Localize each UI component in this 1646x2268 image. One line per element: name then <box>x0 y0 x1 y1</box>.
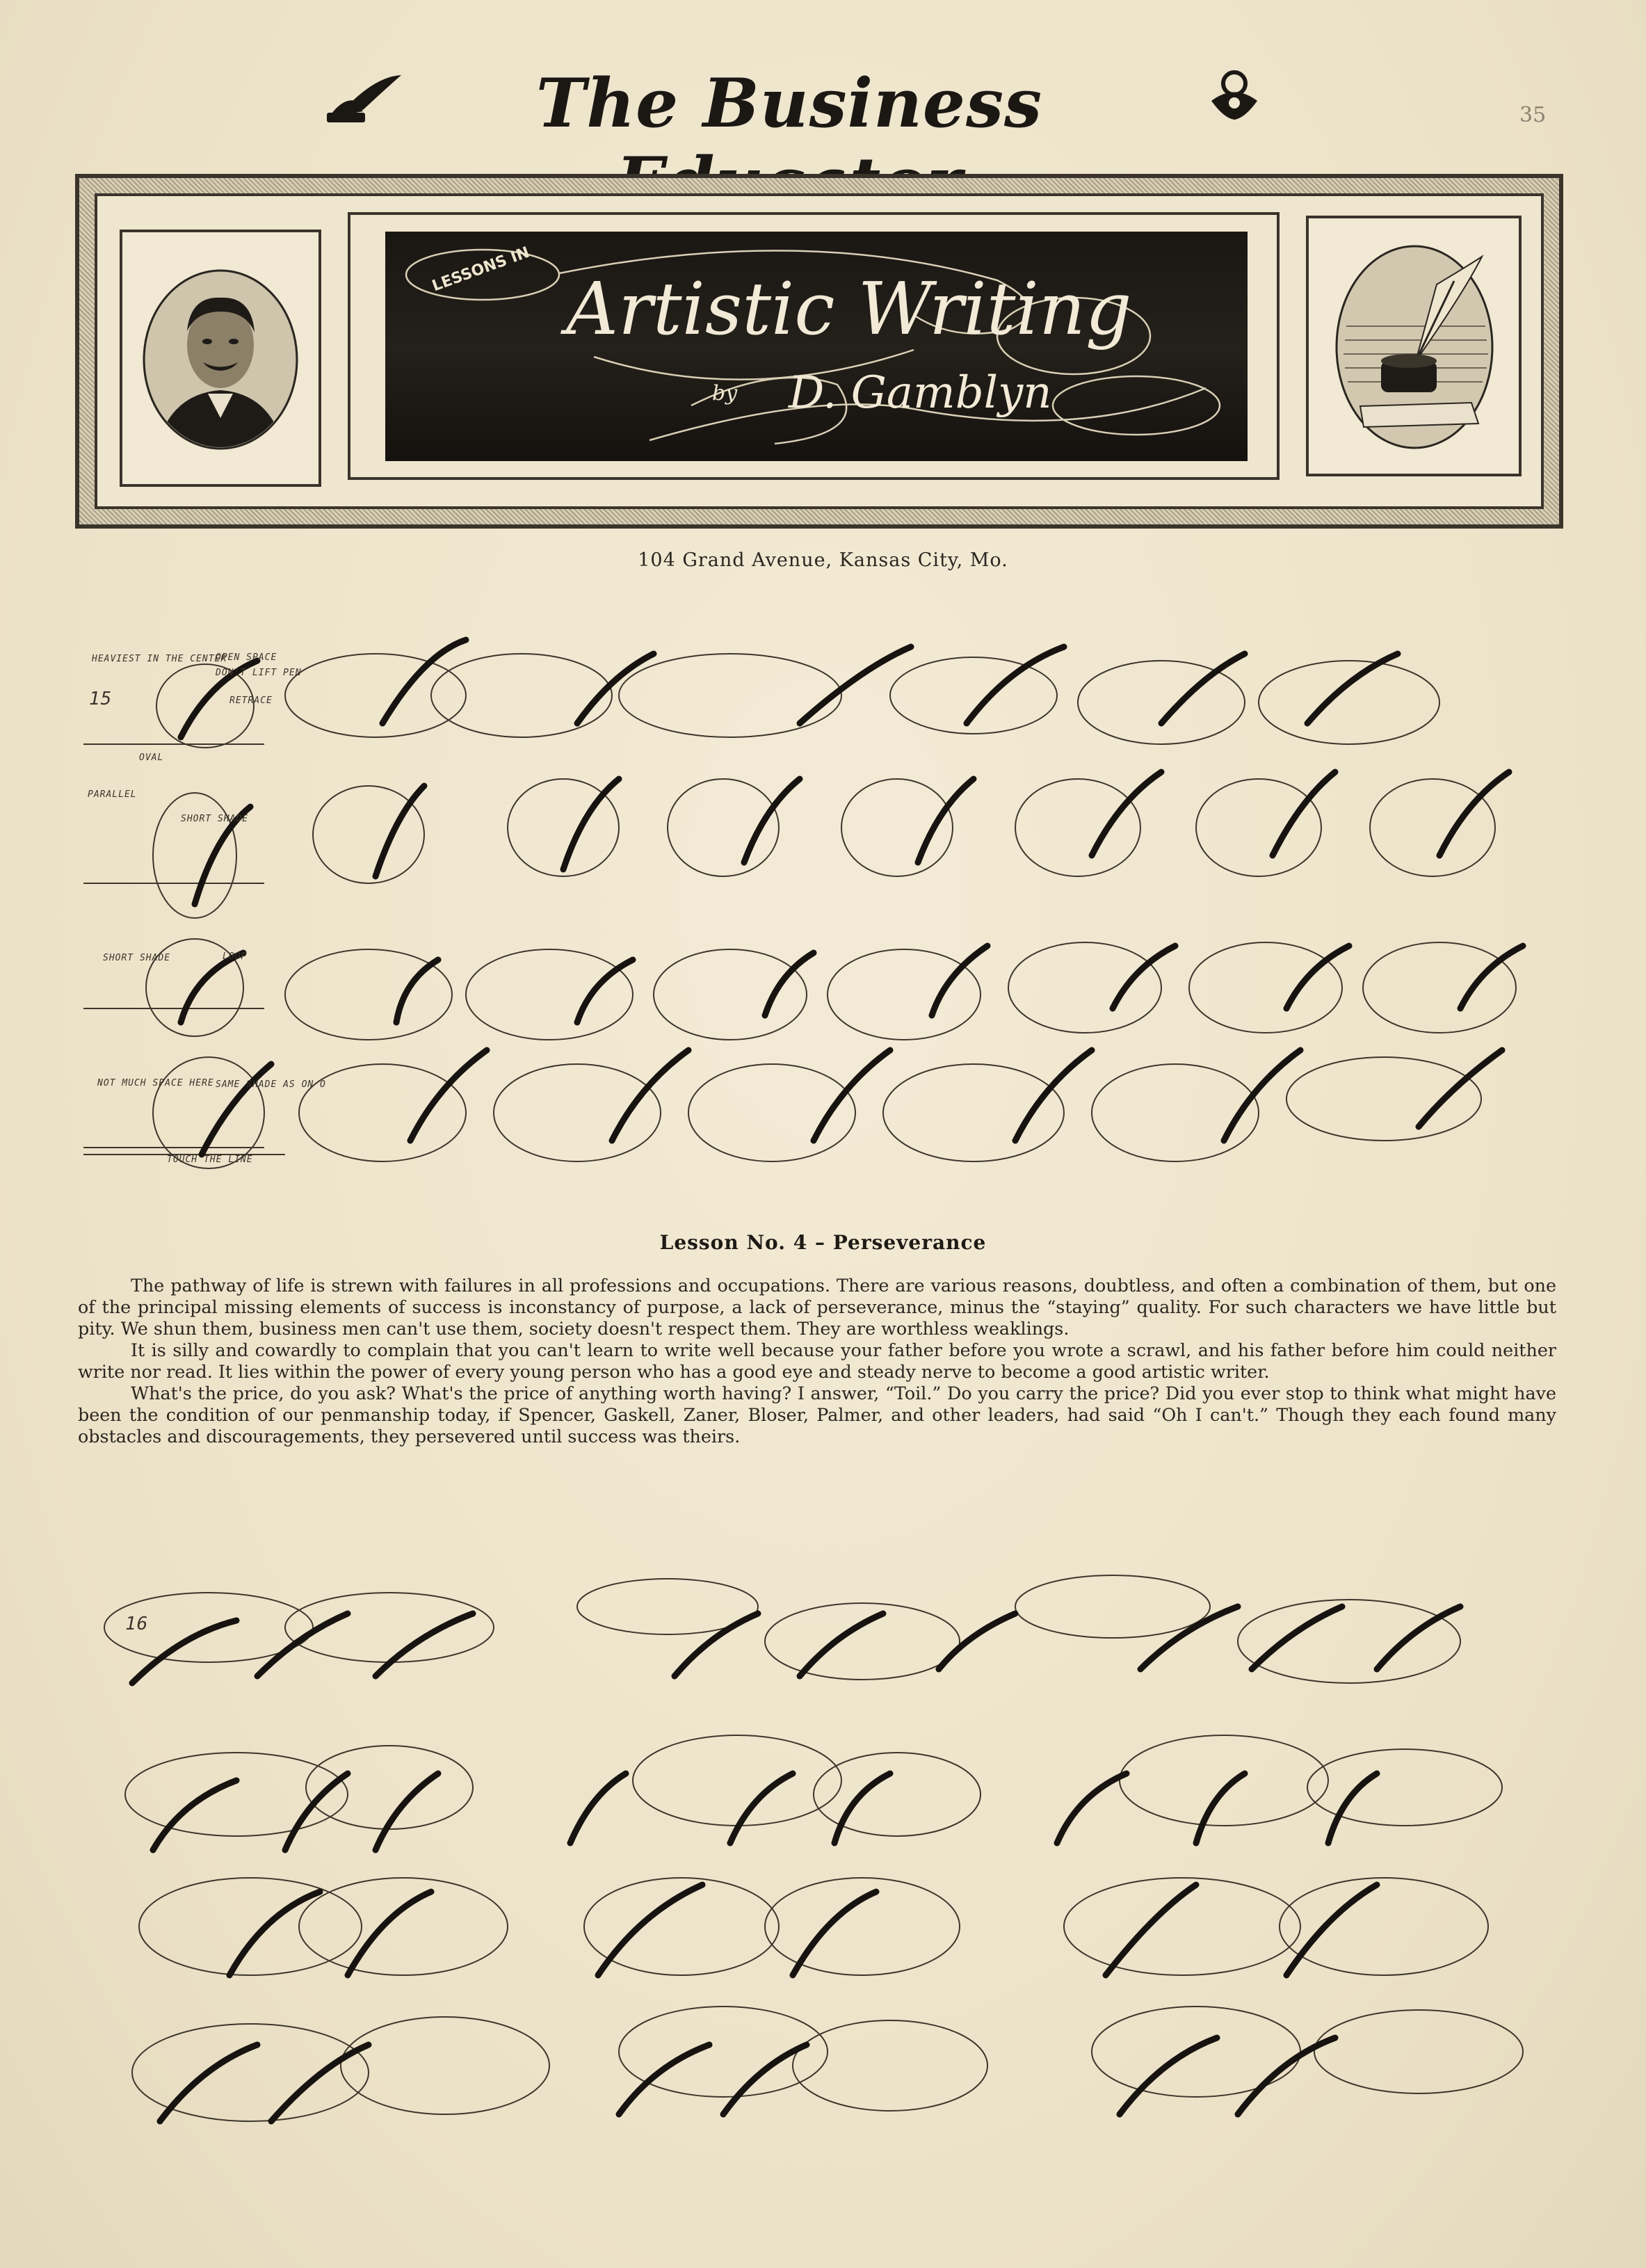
annotation: SHORT SHADE <box>103 953 171 963</box>
annotation: SHORT SHADE <box>181 814 249 824</box>
annotation: TOUCH THE LINE <box>167 1155 253 1165</box>
author-signature: D. Gamblyn <box>789 367 1052 419</box>
annotation: DON'T LIFT PEN <box>216 668 302 678</box>
by-label: by <box>712 381 738 405</box>
quill-icon <box>321 70 405 125</box>
annotation: HEAVIEST IN THE CENTER <box>92 654 227 664</box>
lesson-paragraph: The pathway of life is strewn with failures in all professions and occupations. There are various reasons, doubtless, and often a combination of them, but one of the principal missing elements of success is inconstancy of purpose, a lack of perseverance, minus the “staying” quality. For such characters we have little but pity. We shun them, business men can't use them, society doesn't respect them. They are worthless weaklings. <box>78 1275 1556 1339</box>
author-portrait <box>142 268 299 451</box>
crest-icon <box>1203 63 1266 125</box>
page-number: 35 <box>1519 103 1547 127</box>
annotation: PARALLEL <box>88 789 137 800</box>
specimen-strokes-bottom <box>97 1565 1558 2149</box>
plate-number: 15 <box>89 689 113 709</box>
annotation: LOOP <box>223 951 248 962</box>
plate-number: 16 <box>125 1614 149 1634</box>
specimen-strokes-top <box>76 598 1579 1210</box>
inkwell-frame <box>1306 216 1522 476</box>
inkwell-quill-illustration <box>1332 243 1496 451</box>
masthead-title: The Business <box>535 64 1043 143</box>
title-panel <box>385 232 1248 461</box>
lesson-heading: Lesson No. 4 – Perseverance <box>659 1231 987 1254</box>
lesson-body <box>78 1275 1556 1447</box>
masthead <box>0 49 1646 146</box>
title-panel-frame <box>348 212 1280 480</box>
lessons-label: LESSONS IN <box>430 243 532 296</box>
specimen-plate-bottom <box>97 1565 1558 2149</box>
annotation: RETRACE <box>229 695 273 706</box>
portrait-frame <box>120 230 321 487</box>
annotation: NOT MUCH SPACE HERE <box>97 1078 214 1088</box>
annotation: SAME SHADE AS ON O <box>216 1079 326 1090</box>
banner-title: Artistic Writing <box>566 266 1132 351</box>
address: 104 Grand Avenue, Kansas City, Mo. <box>638 549 1008 571</box>
annotation: OPEN SPACE <box>216 652 277 663</box>
specimen-plate-top <box>76 598 1579 1210</box>
lesson-paragraph: It is silly and cowardly to complain that you can't learn to write well because your father before you wrote a scrawl, and his father before him could neither write nor read. It lies within the power of every young person who has a good eye and steady nerve to become a good artistic writer. <box>78 1340 1556 1382</box>
annotation: OVAL <box>139 753 164 763</box>
lesson-paragraph: What's the price, do you ask? What's the price of anything worth having? I answer, “Toil.” Do you carry the price? Did you ever stop to think what might have been the condition of our penmanship today, if Spencer, Gaskell, Zaner, Bloser, Palmer, and other leaders, had said “Oh I can't.” Though they each found many obstacles and discouragements, they persevered until success was theirs. <box>78 1383 1556 1447</box>
